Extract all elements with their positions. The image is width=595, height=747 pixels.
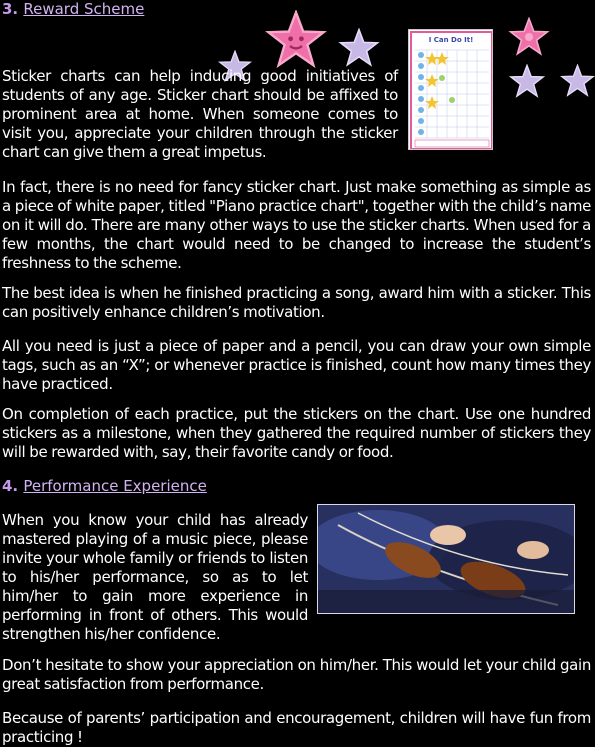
section-4-number: 4.	[2, 477, 19, 495]
lavender-star-icon	[338, 28, 380, 68]
reward-scheme-link[interactable]: Reward Scheme	[23, 0, 145, 18]
sticker-chart-drawing	[409, 30, 493, 150]
section-4-paragraph-3: Because of parents’ participation and encouragement, children will have fun from practicing !	[2, 709, 591, 746]
violin-performance-photo	[317, 504, 575, 614]
section-3-paragraph-4: All you need is just a piece of paper and a pencil, you can draw your own simple tags, such as an “X”; or whenever practice is finished, count how many times they have practiced.	[2, 337, 591, 393]
section-3-paragraph-5: On completion of each practice, put the stickers on the chart. Use one hundred stickers as a milestone, when they gathered the required number of stickers they will be rewarded with, say, their favorite candy or food.	[2, 405, 591, 461]
lavender-star-far-right-icon	[560, 64, 595, 98]
lavender-star-right-icon	[509, 64, 545, 99]
section-4-paragraph-1: When you know your child has already mastered playing of a music piece, please invite your whole family or friends to listen to his/her performance, so as to let him/her to gain more experience in performing in front of others. This would strengthen his/her confidence.	[2, 511, 308, 643]
chart-title: I Can Do It!	[428, 36, 474, 44]
section-3-number: 3.	[2, 0, 19, 18]
pink-star-right-icon	[508, 17, 550, 57]
section-3-heading	[2, 0, 144, 19]
violin-photo-drawing	[318, 505, 575, 614]
section-4-heading	[2, 477, 207, 496]
performance-experience-link[interactable]: Performance Experience	[23, 477, 207, 495]
section-3-paragraph-1: Sticker charts can help inducing good initiatives of students of any age. Sticker chart should be affixed to prominent area at home. When someone comes to visit you, appreciate your children through the sticker chart can give them a great impetus.	[2, 67, 398, 161]
section-3-paragraph-3: The best idea is when he finished practicing a song, award him with a sticker. This can positively enhance children’s motivation.	[2, 284, 591, 321]
sticker-chart-image	[408, 29, 493, 150]
section-3-paragraph-2: In fact, there is no need for fancy sticker chart. Just make something as simple as a piece of white paper, titled "Piano practice chart", together with the child’s name on it will do. There are many other ways to use the sticker charts. When used for a few months, the chart would need to be changed to increase the student’s freshness to the scheme.	[2, 178, 591, 272]
pink-star-large-icon	[265, 10, 327, 70]
section-4-paragraph-2: Don’t hesitate to show your appreciation on him/her. This would let your child gain great satisfaction from performance.	[2, 656, 591, 693]
